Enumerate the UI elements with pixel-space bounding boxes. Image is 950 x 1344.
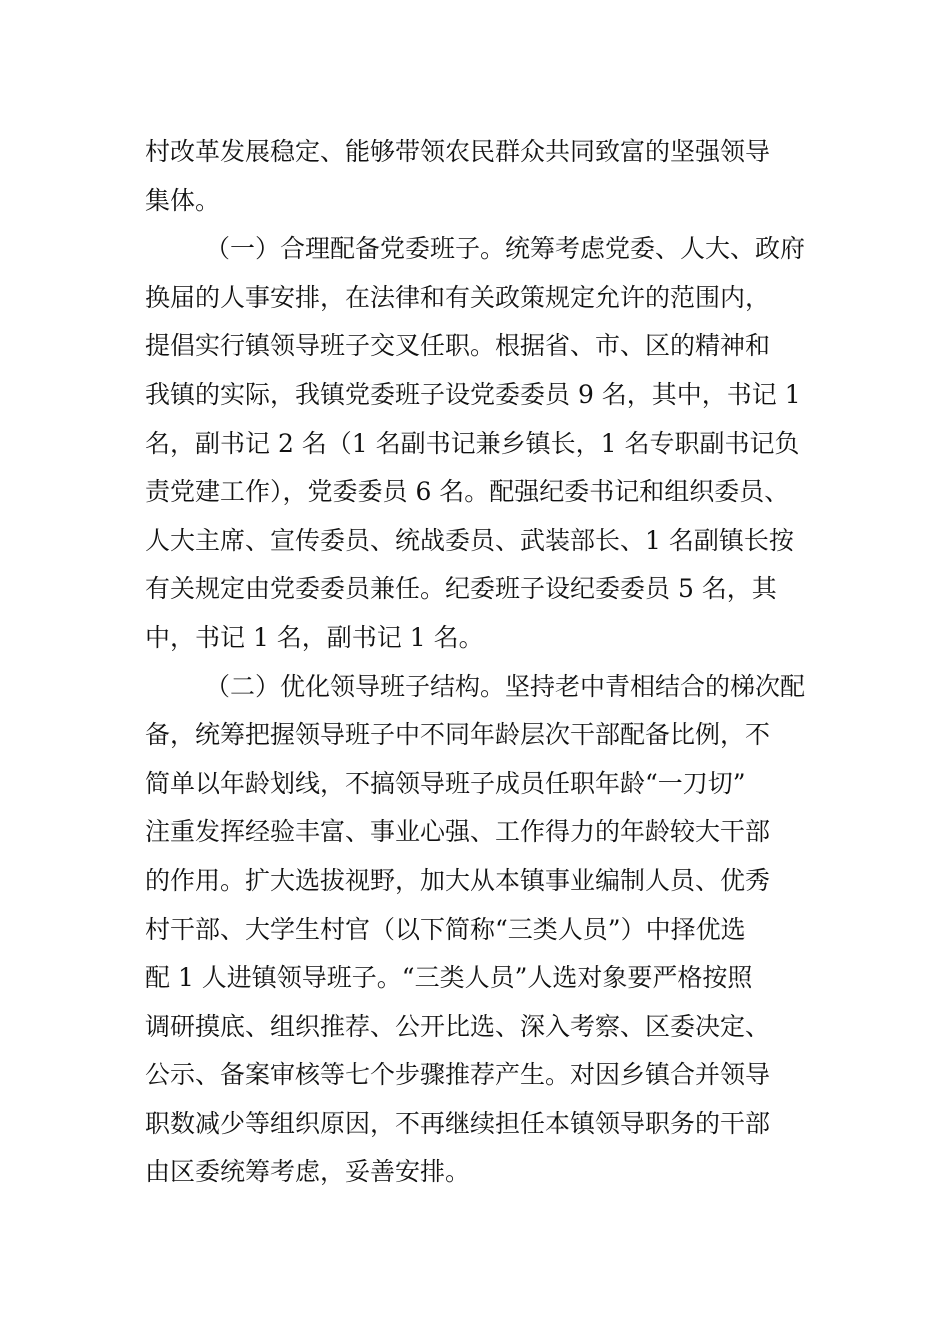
text-line: 责党建工作），党委委员 6 名。配强纪委书记和组织委员、 <box>145 477 790 507</box>
paragraph-intro-continuation <box>145 128 835 225</box>
text-line: 我镇的实际，我镇党委班子设党委委员 9 名，其中，书记 1 <box>145 379 801 409</box>
text-line: （一）合理配备党委班子。统筹考虑党委、人大、政府 <box>205 234 806 264</box>
text-line: 配 1 人进镇领导班子。“三类人员”人选对象要严格按照 <box>145 963 753 993</box>
text-line: （二）优化领导班子结构。坚持老中青相结合的梯次配 <box>205 671 806 701</box>
text-line: 集体。 <box>145 185 221 215</box>
text-line: 提倡实行镇领导班子交叉任职。根据省、市、区的精神和 <box>145 331 771 361</box>
text-line: 职数减少等组织原因，不再继续担任本镇领导职务的干部 <box>145 1108 771 1138</box>
document-body <box>145 128 835 1197</box>
text-line: 由区委统筹考虑，妥善安排。 <box>145 1157 471 1187</box>
text-line: 有关规定由党委委员兼任。纪委班子设纪委委员 5 名，其 <box>145 574 777 604</box>
text-line: 名，副书记 2 名（1 名副书记兼乡镇长，1 名专职副书记负 <box>145 428 800 458</box>
text-line: 公示、备案审核等七个步骤推荐产生。对因乡镇合并领导 <box>145 1060 771 1090</box>
text-line: 换届的人事安排，在法律和有关政策规定允许的范围内， <box>145 282 771 312</box>
text-line: 中，书记 1 名，副书记 1 名。 <box>145 622 484 652</box>
text-line: 注重发挥经验丰富、事业心强、工作得力的年龄较大干部 <box>145 817 771 847</box>
text-line: 人大主席、宣传委员、统战委员、武装部长、1 名副镇长按 <box>145 525 794 555</box>
text-line: 村改革发展稳定、能够带领农民群众共同致富的坚强领导 <box>145 137 771 166</box>
paragraph-party-committee <box>145 225 835 662</box>
text-line: 村干部、大学生村官（以下简称“三类人员”）中择优选 <box>145 914 746 944</box>
text-line: 备，统筹把握领导班子中不同年龄层次干部配备比例，不 <box>145 720 771 750</box>
text-line: 简单以年龄划线，不搞领导班子成员任职年龄“一刀切” <box>145 768 746 798</box>
text-line: 的作用。扩大选拔视野，加大从本镇事业编制人员、优秀 <box>145 865 771 895</box>
paragraph-leadership-structure <box>145 663 835 1198</box>
text-line: 调研摸底、组织推荐、公开比选、深入考察、区委决定、 <box>145 1011 771 1041</box>
